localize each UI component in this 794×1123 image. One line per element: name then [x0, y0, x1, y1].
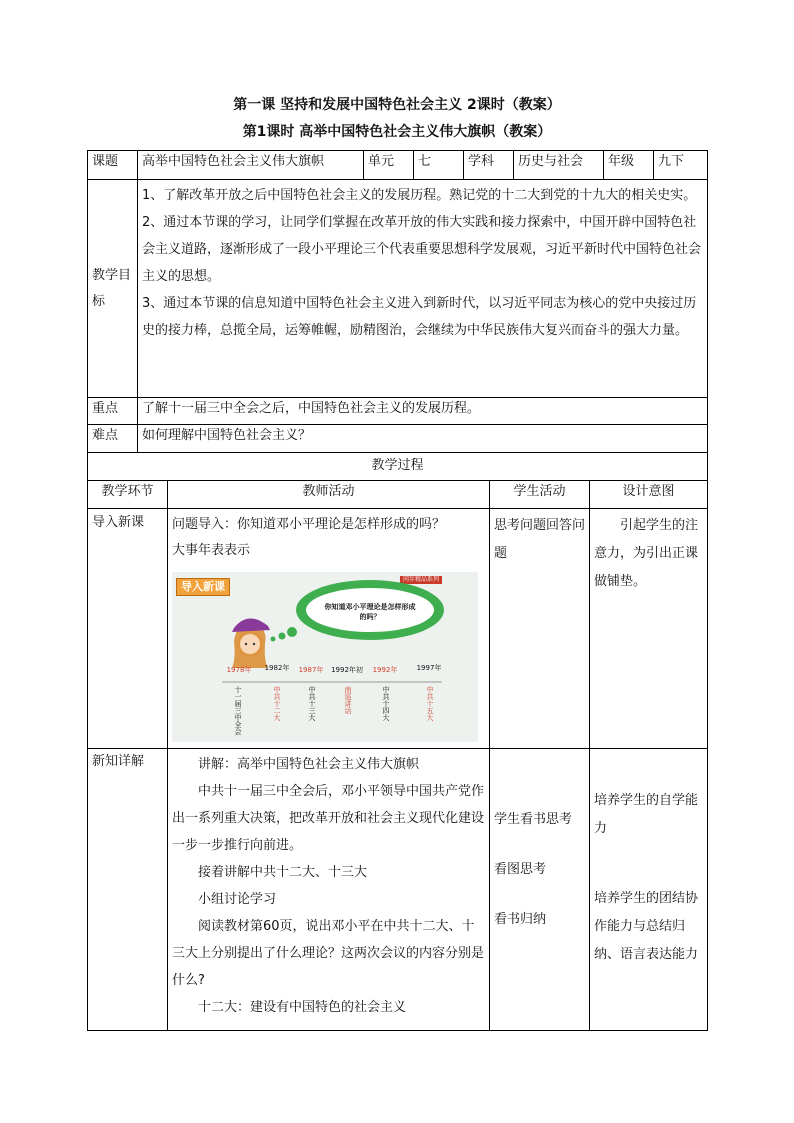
- timeline-year: 1992年: [372, 666, 398, 674]
- unit-label: 单元: [364, 151, 414, 180]
- new-teacher-line: 接着讲解中共十二大、十三大: [198, 865, 368, 880]
- intro-stage: 导入新课: [88, 509, 168, 749]
- info-table: [87, 150, 708, 453]
- subject-value: 历史与社会: [514, 151, 604, 180]
- new-teacher-line: 十二大：建设有中国特色的社会主义: [198, 1000, 407, 1015]
- new-student-item: 看图思考: [494, 862, 547, 877]
- header-intent: 设计意图: [590, 481, 708, 509]
- intro-teacher-line: 大事年表表示: [172, 543, 251, 558]
- new-student-item: 看书归纳: [494, 912, 547, 927]
- intro-teacher-line: 问题导入：你知道邓小平理论是怎样形成的吗？: [172, 517, 446, 532]
- header-teacher: 教师活动: [168, 481, 490, 509]
- process-table: [87, 452, 708, 1031]
- timeline-event: 十一届三中全会: [234, 686, 242, 735]
- intro-teacher: [168, 509, 490, 749]
- document-subtitle: 第1课时 高举中国特色社会主义伟大旗帜（教案）: [242, 124, 552, 140]
- new-intent-item: 培养学生的团结协作能力与总结归纳、语言表达能力: [594, 891, 699, 962]
- intro-student: 思考问题回答问题: [490, 509, 590, 749]
- new-teacher-line: 小组讨论学习: [198, 892, 277, 907]
- key-text: 了解十一届三中全会之后，中国特色社会主义的发展历程。: [138, 398, 708, 425]
- bubble-question: 你知道邓小平理论是怎样形成的吗？: [324, 603, 416, 621]
- new-teacher-line: 阅读教材第60页，说出邓小平在中共十二大、十三大上分别提出了什么理论？这两次会议的内容分别是什么?: [172, 919, 485, 988]
- goal-item: 1、了解改革开放之后中国特色社会主义的发展历程。熟记党的十二大到党的十九大的相关史实。: [142, 188, 697, 203]
- timeline-slide-image: [172, 572, 478, 742]
- new-stage: 新知详解: [88, 749, 168, 1031]
- intro-intent: 引起学生的注意力，为引出正课做铺垫。: [590, 509, 708, 749]
- goals-content: [138, 180, 708, 398]
- goal-item: 2、通过本节课的学习，让同学们掌握在改革开放的伟大实践和接力探索中，中国开辟中国特色社会主义道路，逐渐形成了一段小平理论三个代表重要思想科学发展观，习近平新时代中国特色社会主义的思想。: [142, 215, 702, 284]
- difficulty-label: 难点: [88, 425, 138, 453]
- timeline-year: 1987年: [298, 666, 324, 674]
- goals-label: 教学目标: [88, 180, 138, 398]
- new-intent-item: 培养学生的自学能力: [594, 793, 699, 836]
- document-title: 第一课 坚持和发展中国特色社会主义 2课时（教案）: [233, 97, 561, 113]
- new-intent: [590, 749, 708, 1031]
- grade-value: 九下: [654, 151, 708, 180]
- timeline-event: 中共十四大: [382, 686, 390, 721]
- timeline-event: 中共十二大: [273, 686, 281, 721]
- header-student: 学生活动: [490, 481, 590, 509]
- difficulty-text: 如何理解中国特色社会主义？: [138, 425, 708, 453]
- slide-badge: 导入新课: [176, 578, 230, 596]
- timeline-year: 1978年: [226, 666, 252, 674]
- new-teacher-line: 中共十一届三中全会后，邓小平领导中国共产党作出一系列重大决策，把改革开放和社会主义现代化建设一步一步推行向前进。: [172, 784, 485, 853]
- new-student-item: 学生看书思考: [494, 812, 573, 827]
- new-teacher-line: 讲解：高举中国特色社会主义伟大旗帜: [198, 757, 420, 772]
- topic-value: 高举中国特色社会主义伟大旗帜: [138, 151, 364, 180]
- goal-item: 3、通过本节课的信息知道中国特色社会主义进入到新时代，以习近平同志为核心的党中央接过历史的接力棒，总揽全局，运筹帷幄，励精图治，会继续为中华民族伟大复兴而奋斗的强大力量。: [142, 296, 697, 338]
- timeline-year: 1992年初: [331, 666, 363, 674]
- new-teacher: [168, 749, 490, 1031]
- topic-label: 课题: [88, 151, 138, 180]
- key-label: 重点: [88, 398, 138, 425]
- process-title: 教学过程: [88, 453, 708, 481]
- slide-series-tag: 同步精品系列: [400, 576, 442, 584]
- timeline-year: 1997年: [416, 664, 442, 672]
- timeline-event: 南巡讲话: [344, 686, 352, 714]
- header-stage: 教学环节: [88, 481, 168, 509]
- girl-illustration: [232, 618, 270, 668]
- timeline-year: 1982年: [264, 664, 290, 672]
- new-student: [490, 749, 590, 1031]
- timeline-event: 中共十三大: [308, 686, 316, 721]
- subject-label: 学科: [464, 151, 514, 180]
- timeline-event: 中共十五大: [426, 686, 434, 721]
- unit-value: 七: [414, 151, 464, 180]
- grade-label: 年级: [604, 151, 654, 180]
